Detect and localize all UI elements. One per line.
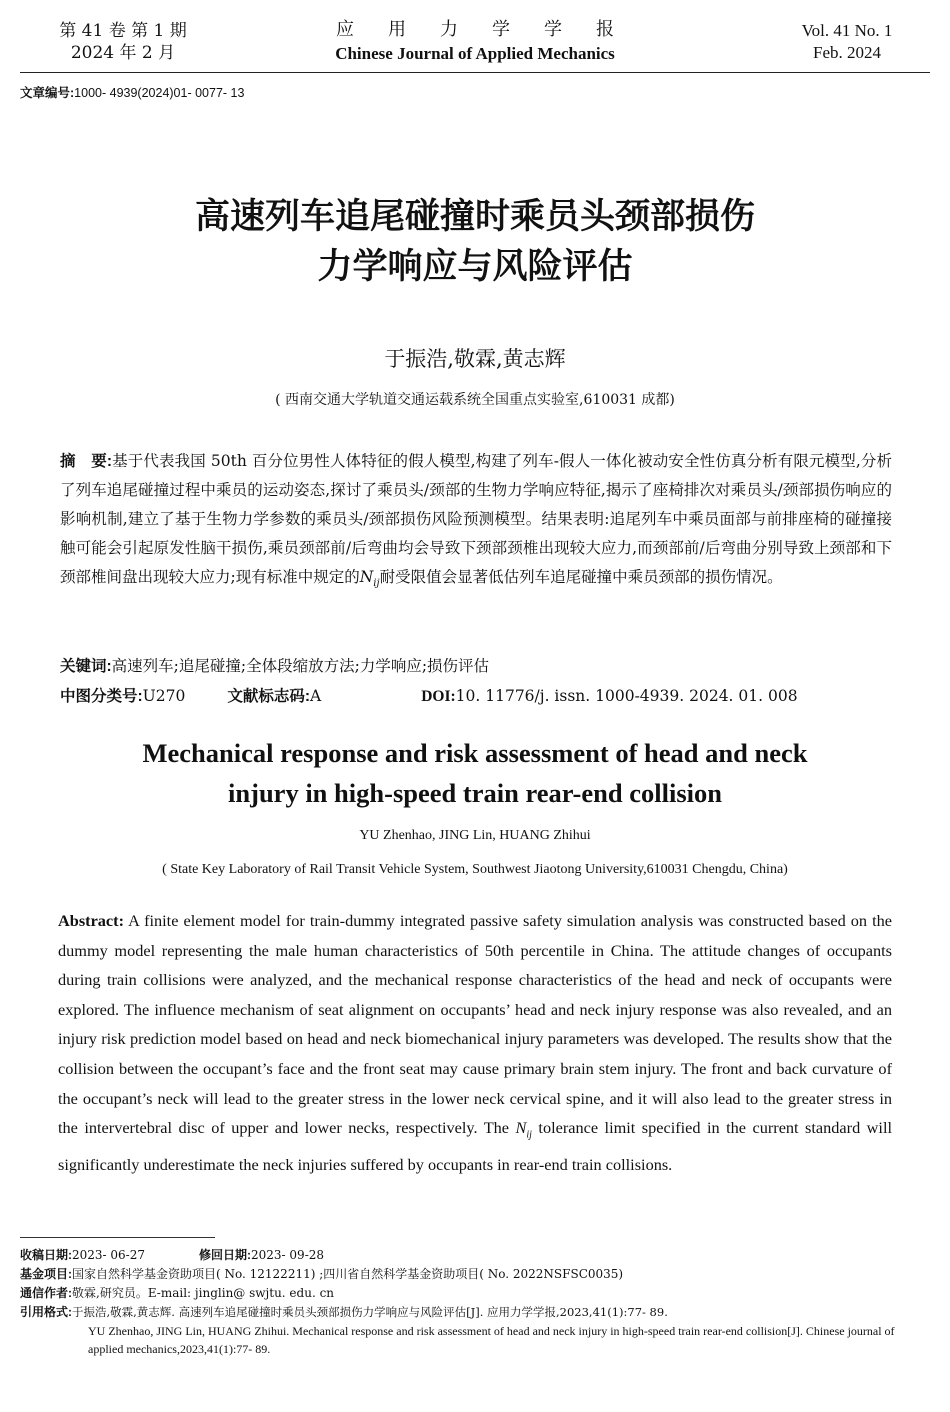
corresponding-value: 敬霖,研究员。E-mail: jinglin@ swjtu. edu. cn	[72, 1286, 335, 1300]
affiliation-cn: ( 西南交通大学轨道交通运载系统全国重点实验室,610031 成都)	[275, 392, 675, 408]
received-value: 2023- 06-27	[72, 1248, 146, 1262]
nij-subscript: ij	[373, 578, 380, 590]
header-volume-en	[772, 20, 922, 64]
citation-cn: 于振浩,敬霖,黄志辉. 高速列车追尾碰撞时乘员头颈部损伤力学响应与风险评估[J]. 应用力学学报,2023,41(1):77- 89.	[72, 1305, 668, 1319]
nij-symbol: N	[359, 568, 374, 586]
keywords-cn	[60, 654, 892, 676]
journal-name-en: Chinese Journal of Applied Mechanics	[335, 44, 615, 63]
abstract-en-text-end: tolerance limit specified in the current standard will significantly underestimate the neck injuries suffered by occupants in rear-end train collisions.	[58, 1118, 893, 1174]
journal-masthead	[260, 18, 690, 66]
title-cn	[0, 192, 950, 292]
classification-row	[60, 684, 900, 706]
corresponding-label: 通信作者:	[20, 1286, 72, 1300]
revised-label: 修回日期:	[199, 1248, 252, 1262]
corresponding-row	[20, 1284, 930, 1303]
doi-value: 10. 11776/j. issn. 1000-4939. 2024. 01. 008	[455, 687, 798, 705]
abstract-cn	[60, 447, 892, 598]
footnotes	[20, 1246, 930, 1358]
volume-issue-cn: 第 41 卷 第 1 期	[59, 21, 187, 41]
abstract-en	[58, 906, 892, 1180]
keywords-cn-text: 高速列车;追尾碰撞;全体段缩放方法;力学响应;损伤评估	[111, 657, 490, 675]
citation-en: YU Zhenhao, JING Lin, HUANG Zhihui. Mechanical response and risk assessment of head and neck injury in high-speed train rear-end collision[J]. Chinese journal of applied mechanics,2023,41(1):77- 89.	[88, 1324, 895, 1356]
nij-subscript-en: ij	[526, 1129, 532, 1141]
doi-label: DOI:	[421, 688, 456, 705]
title-en-line2: injury in high-speed train rear-end collision	[228, 778, 722, 808]
abstract-cn-label: 摘 要:	[60, 453, 113, 470]
journal-name-cn: 应用力学学报	[336, 19, 648, 40]
fund-label: 基金项目:	[20, 1267, 72, 1281]
header-divider	[20, 72, 930, 73]
authors-en: YU Zhenhao, JING Lin, HUANG Zhihui	[359, 828, 591, 843]
abstract-en-text: A finite element model for train-dummy integrated passive safety simulation analysis was constructed based on the dummy model representing the male human characteristics of 50th percentile in China. The attitude changes of occupants during train collisions were analyzed, and the mechanical response characteristics of the head and neck of occupants were explored. The influence mechanism of seat alignment on occupants’ head and neck injury response was also revealed, and an injury risk prediction model based on head and neck biomechanical injury parameters was developed. The results show that the collision between the occupant’s face and the front seat may cause primary brain stem injury. The front and back curvature of the occupant’s neck will lead to the greater stress in the lower neck cervical spine, and it will also lead to the greater stress in the intervertebral disc of upper and lower necks, respectively. The	[58, 911, 892, 1138]
header-volume-cn	[28, 20, 218, 64]
citation-label: 引用格式:	[20, 1305, 72, 1319]
footnote-divider	[20, 1237, 215, 1238]
volume-issue-en: Vol. 41 No. 1	[801, 21, 893, 40]
affiliation-en: ( State Key Laboratory of Rail Transit Vehicle System, Southwest Jiaotong University,610031 Chengdu, China)	[162, 862, 788, 877]
abstract-en-label: Abstract:	[58, 911, 125, 930]
article-number-label: 文章编号:	[20, 86, 75, 100]
revised-value: 2023- 09-28	[251, 1248, 325, 1262]
title-en	[0, 733, 950, 813]
doc-code-label: 文献标志码:	[227, 688, 310, 705]
dates-row	[20, 1246, 930, 1265]
doc-code-value: A	[310, 687, 322, 705]
date-en: Feb. 2024	[813, 43, 881, 62]
title-cn-line1: 高速列车追尾碰撞时乘员头颈部损伤	[194, 196, 755, 237]
article-number-value: 1000- 4939(2024)01- 0077- 13	[74, 86, 245, 100]
nij-symbol-en: N	[515, 1118, 527, 1138]
abstract-cn-text-end: 耐受限值会显著低估列车追尾碰撞中乘员颈部的损伤情况。	[379, 568, 783, 586]
keywords-cn-label: 关键词:	[60, 658, 112, 675]
fund-row	[20, 1265, 930, 1284]
article-number	[20, 83, 244, 101]
date-cn: 2024 年 2 月	[70, 43, 176, 63]
authors-cn: 于振浩,敬霖,黄志辉	[384, 347, 566, 371]
clc-value: U270	[142, 687, 186, 705]
abstract-cn-text: 基于代表我国 50th 百分位男性人体特征的假人模型,构建了列车-假人一体化被动安全性仿真分析有限元模型,分析了列车追尾碰撞过程中乘员的运动姿态,探讨了乘员头/颈部的生物力学响应特征,揭示了座椅排次对乘员头/颈部损伤响应的影响机制,建立了基于生物力学参数的乘员头/颈部损伤风险预测模型。结果表明:追尾列车中乘员面部与前排座椅的碰撞接触可能会引起原发性脑干损伤,乘员颈部前/后弯曲均会导致下颈部颈椎出现较大应力,而颈部前/后弯曲分别导致上颈部和下颈部椎间盘出现较大应力;现有标准中规定的	[60, 452, 892, 586]
title-cn-line2: 力学响应与风险评估	[317, 246, 633, 287]
title-en-line1: Mechanical response and risk assessment of head and neck	[142, 738, 808, 768]
clc-label: 中图分类号:	[60, 688, 143, 705]
citation-row	[20, 1303, 930, 1322]
fund-value: 国家自然科学基金资助项目( No. 12122211) ;四川省自然科学基金资助项目( No. 2022NSFSC0035)	[72, 1267, 624, 1281]
received-label: 收稿日期:	[20, 1248, 72, 1262]
